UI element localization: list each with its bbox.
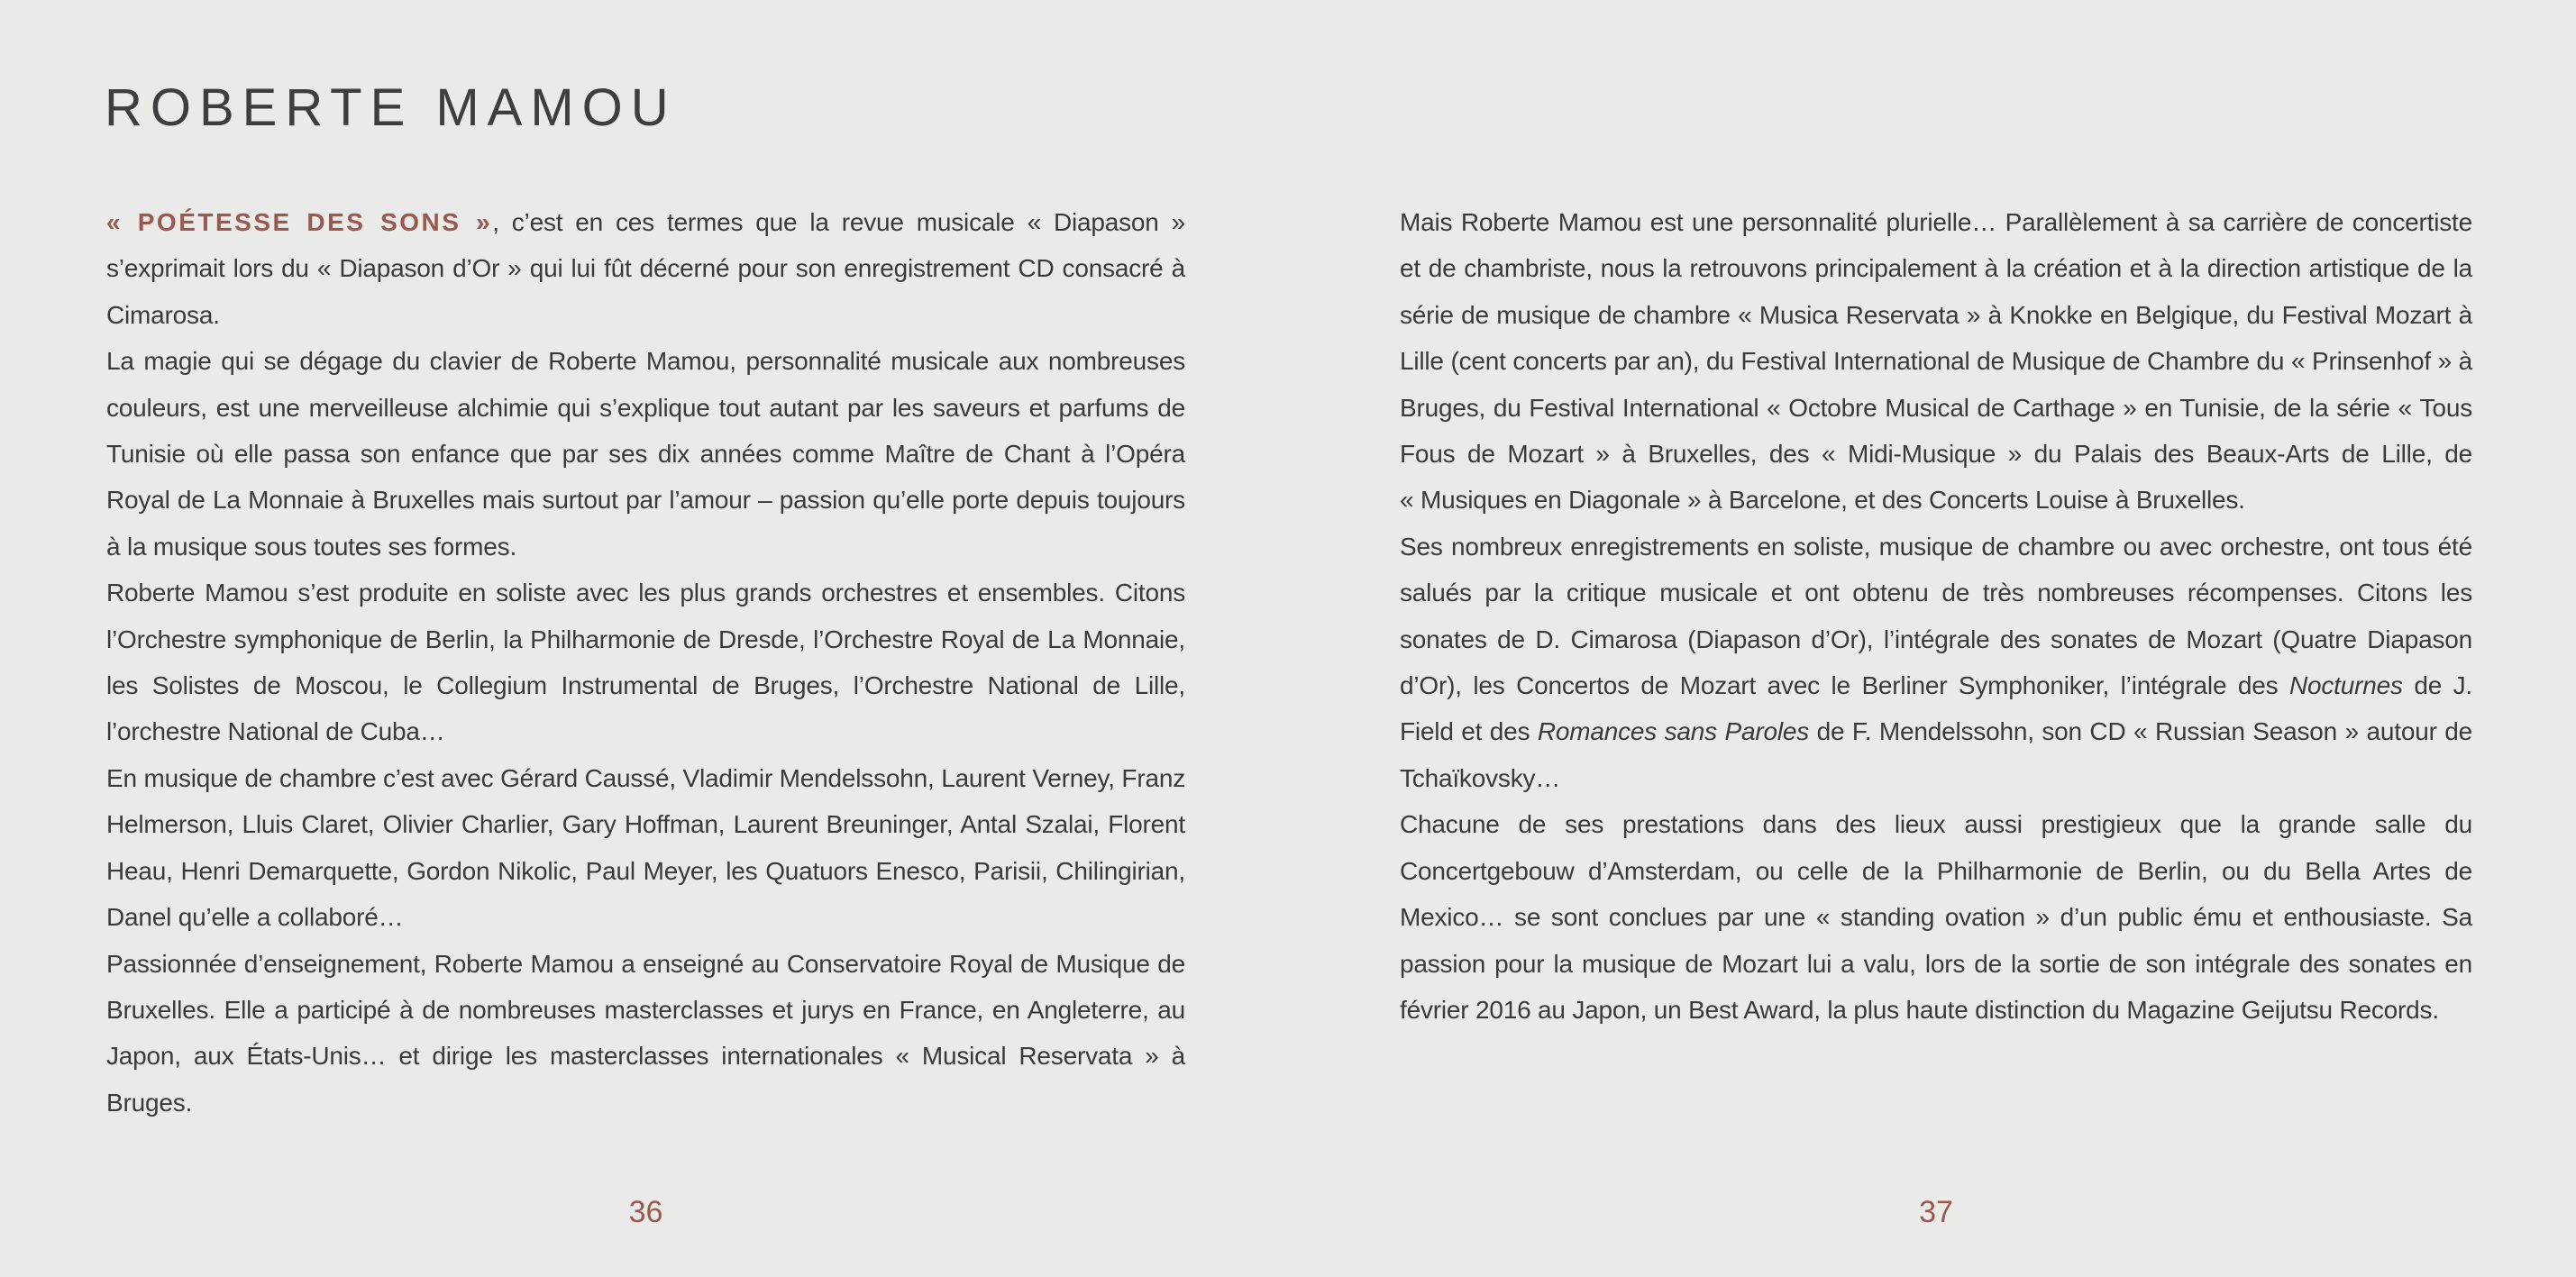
text-segment: Mais Roberte Mamou est une personnalité plurielle… Parallèlement à sa carrière de concertiste et de chambriste, nous la retrouvons principalement à la création et à la direction artistique de la série de musique de chambre « Musica Reservata » à Knokke en Belgique, du Festival Mozart à Lille (cent concerts par an), du Festival International de Musique de Chambre du « Prinsenhof » à Bruges, du Festival International « Octobre Musical de Carthage » en Tunisie, de la série « Tous Fous de Mozart » à Bruxelles, des « Midi-Musique » du Palais des Beaux-Arts de Lille, de « Musiques en Diagonale » à Barcelone, et des Concerts Louise à Bruxelles. — [1400, 208, 2472, 515]
paragraph — [1400, 199, 2472, 524]
text-segment-italic: Nocturnes — [2288, 671, 2403, 700]
page-title: ROBERTE MAMOU — [105, 78, 677, 137]
paragraph — [106, 941, 1185, 1126]
page-left — [106, 0, 1185, 1277]
text-segment: Roberte Mamou s’est produite en soliste avec les plus grands orchestres et ensembles. Citons l’Orchestre symphonique de Berlin, la Philharmonie de Dresde, l’Orchestre Royal de La Monnaie, les Solistes de Moscou, le Collegium Instrumental de Bruges, l’Orchestre National de Lille, l’orchestre National de Cuba… — [106, 579, 1185, 746]
page-right — [1400, 0, 2472, 1277]
paragraph — [1400, 801, 2472, 1033]
text-segment: , c’est en ces termes que la revue musicale « Diapason » s’exprimait lors du « Diapason d’Or » qui lui fût décerné pour son enregistrement CD consacré à Cimarosa. — [106, 208, 1186, 329]
text-segment: Ses nombreux enregistrements en soliste, musique de chambre ou avec orchestre, ont tous été salués par la critique musicale et ont obtenu de très nombreuses récompenses. Citons les sonates de D. Cimarosa (Diapason d’Or), l’intégrale des sonates de Mozart (Quatre Diapason d’Or), les Concertos de Mozart avec le Berliner Symphoniker, l’intégrale des — [1400, 532, 2472, 700]
paragraph — [1400, 524, 2472, 801]
text-segment: Passionnée d’enseignement, Roberte Mamou a enseigné au Conservatoire Royal de Musique de Bruxelles. Elle a participé à de nombreuses masterclasses et jurys en France, en Angleterre, au Japon, aux États-Unis… et dirige les masterclasses internationales « Musical Reservata » à Bruges. — [106, 949, 1185, 1117]
text-segment: de J. Field et des — [1400, 671, 2472, 746]
page-number-left: 36 — [628, 1195, 663, 1229]
paragraph — [106, 570, 1185, 755]
paragraph — [106, 338, 1185, 570]
text-segment: Chacune de ses prestations dans des lieux aussi prestigieux que la grande salle du Concertgebouw d’Amsterdam, ou celle de la Philharmonie de Berlin, ou du Bella Artes de Mexico… se sont conclues par une « standing ovation » d’un public ému et enthousiaste. Sa passion pour la musique de Mozart lui a valu, lors de la sortie de son intégrale des sonates en février 2016 au Japon, un Best Award, la plus haute distinction du Magazine Geijutsu Records. — [1400, 810, 2472, 1024]
text-segment-accent-lead: « POÉTESSE DES SONS » — [106, 208, 493, 236]
text-segment-italic: Romances sans Paroles — [1537, 717, 1810, 746]
paragraph — [106, 199, 1185, 338]
text-segment: La magie qui se dégage du clavier de Roberte Mamou, personnalité musicale aux nombreuses couleurs, est une merveilleuse alchimie qui s’explique tout autant par les saveurs et parfums de Tunisie où elle passa son enfance que par ses dix années comme Maître de Chant à l’Opéra Royal de La Monnaie à Bruxelles mais surtout par l’amour – passion qu’elle porte depuis toujours à la musique sous toutes ses formes. — [106, 347, 1185, 561]
text-segment: En musique de chambre c’est avec Gérard Caussé, Vladimir Mendelssohn, Laurent Verney, Franz Helmerson, Lluis Claret, Olivier Charlier, Gary Hoffman, Laurent Breuninger, Antal Szalai, Florent Heau, Henri Demarquette, Gordon Nikolic, Paul Meyer, les Quatuors Enesco, Parisii, Chilingirian, Danel qu’elle a collaboré… — [106, 763, 1185, 932]
text-segment: de F. Mendelssohn, son CD « Russian Season » autour de Tchaïkovsky… — [1400, 717, 2472, 792]
page-number-right: 37 — [1919, 1195, 1953, 1229]
left-text-column — [106, 199, 1185, 1126]
right-text-column — [1400, 199, 2472, 1033]
paragraph — [106, 755, 1185, 941]
